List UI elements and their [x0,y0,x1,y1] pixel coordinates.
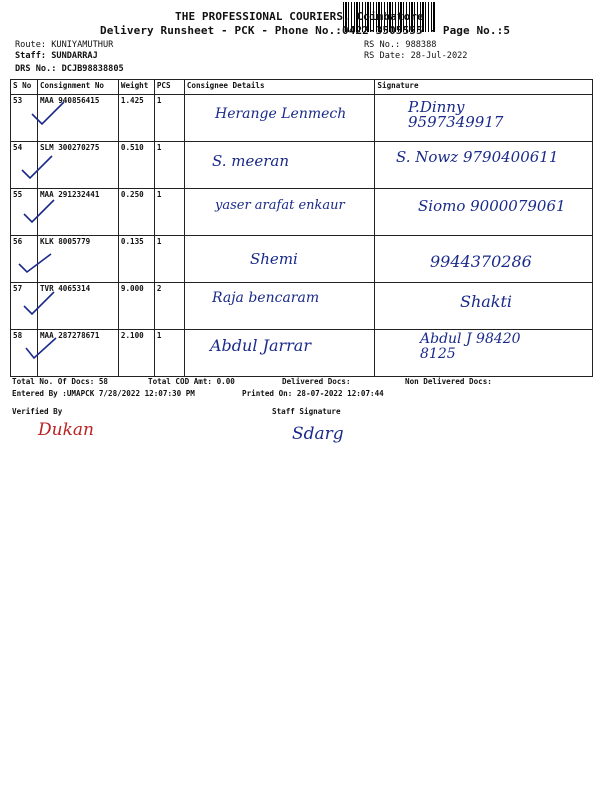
cell-consignment: MAA 287278671 [37,330,118,377]
total-cod: Total COD Amt: 0.00 [148,377,235,386]
cell-sno: 58 [11,330,38,377]
rs-number: RS No.: 988388 [364,40,437,50]
handwritten-consignee: Herange Lenmech [215,106,347,122]
col-sno: S No [11,80,38,95]
cell-consignment: SLM 300270275 [37,142,118,189]
cell-weight: 0.135 [118,236,154,283]
cell-pcs: 1 [154,95,184,142]
cell-pcs: 1 [154,142,184,189]
col-signature: Signature [375,80,593,95]
col-consignment: Consignment No [37,80,118,95]
checkmark-icon [22,334,62,364]
cell-consignment: MAA 291232441 [37,189,118,236]
cell-consignment: TVR 4065314 [37,283,118,330]
checkmark-icon [20,196,60,226]
cell-consignment: MAA 940856415 [37,95,118,142]
col-weight: Weight [118,80,154,95]
checkmark-icon [28,98,68,128]
staff-signature: Sdarg [292,424,344,444]
cell-pcs: 1 [154,189,184,236]
drs-label: DRS No.: [15,64,57,74]
printed-on: Printed On: 28-07-2022 12:07:44 [242,389,384,398]
cell-weight: 0.510 [118,142,154,189]
table-header-row [11,80,593,95]
cell-weight: 9.000 [118,283,154,330]
cell-sno: 56 [11,236,38,283]
non-delivered-docs: Non Delivered Docs: [405,377,492,386]
handwritten-signature: S. Nowz 9790400611 [396,148,559,166]
checkmark-icon [15,248,55,278]
handwritten-consignee: Abdul Jarrar [210,336,311,355]
cell-sno: 55 [11,189,38,236]
cell-weight: 0.250 [118,189,154,236]
staff-label: Staff: SUNDARRAJ [15,51,98,61]
total-docs: Total No. Of Docs: 58 [12,377,109,386]
cell-weight: 1.425 [118,95,154,142]
col-consignee: Consignee Details [184,80,375,95]
document-subtitle: Delivery Runsheet - PCK - Phone No.:0422-3505555 - Page No.:5 [100,24,511,37]
handwritten-signature: Shakti [460,292,513,311]
handwritten-signature: P.Dinny 9597349917 [408,98,504,131]
handwritten-signature: 9944370286 [430,252,532,271]
staff-signature-label: Staff Signature [272,407,341,416]
cell-sno: 54 [11,142,38,189]
route-label: Route: KUNIYAMUTHUR [15,40,114,50]
checkmark-icon [18,152,58,182]
cell-sno: 53 [11,95,38,142]
entered-by: Entered By :UMAPCK 7/28/2022 12:07:30 PM [12,389,195,398]
rs-date: RS Date: 28-Jul-2022 [364,51,468,61]
cell-sno: 57 [11,283,38,330]
cell-consignment: KLK 8005779 [37,236,118,283]
drs-value: DCJB98838805 [61,64,124,74]
handwritten-consignee: Shemi [250,250,298,268]
delivered-docs: Delivered Docs: [282,377,351,386]
handwritten-consignee: S. meeran [212,152,290,170]
handwritten-signature: Abdul J 98420 8125 [420,331,521,362]
handwritten-consignee: yaser arafat enkaur [215,198,345,213]
checkmark-icon [20,288,60,318]
col-pcs: PCS [154,80,184,95]
cell-weight: 2.100 [118,330,154,377]
cell-pcs: 2 [154,283,184,330]
cell-pcs: 1 [154,236,184,283]
drs-number [15,64,124,74]
handwritten-consignee: Raja bencaram [212,290,320,306]
verified-signature: Dukan [38,420,94,440]
verified-by-label: Verified By [12,407,63,416]
document-title: THE PROFESSIONAL COURIERS, Coimbatore [175,10,424,23]
handwritten-signature: Siomo 9000079061 [418,197,566,215]
cell-pcs: 1 [154,330,184,377]
